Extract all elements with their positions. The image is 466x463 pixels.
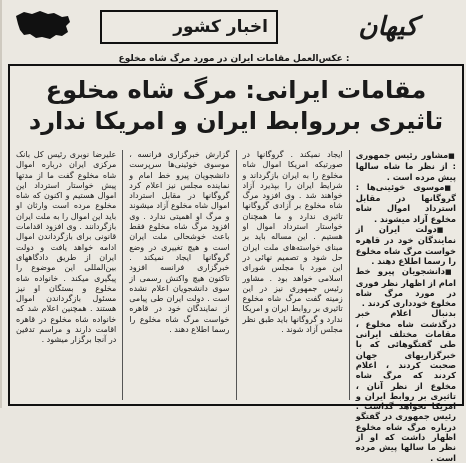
iran-map-icon xyxy=(10,8,74,42)
section-label: اخبار کشور xyxy=(173,17,268,37)
lead-bullet-3: ■ دولت ایران از نمایندگان خود در قاهره خواست مرگ شاه مخلوع را رسما اطلاع دهند . xyxy=(356,224,456,266)
section-label-box xyxy=(100,10,278,44)
column-middle xyxy=(243,150,343,400)
column-left-inner-body: گزارش خبرگزاری فرانسه ، موسوی خوئینی‌ها سرپرست دانشجویان پیرو خط امام و نماینده مجلس نیز اعلام کرد گروگانها در مقابل استرداد اموال شاه مخلوع آزاد میشوند و مرگ او اهمیتی ندارد . وی افزود مرگ شاه مخلوع فقط باعث خوشحالی ملت ایران است و هیچ تغییری در وضع گروگانها ایجاد نمیکند . خبرگزاری فرانسه افزود تاکنون هیچ واکنش رسمی از سوی دانشجویان اعلام نشده است . دولت ایران طی پیامی از نمایندگان خود در قاهره خواست مرگ شاه مخلوع را رسما اطلاع دهند . xyxy=(129,150,230,335)
column-divider xyxy=(349,150,350,400)
photo-caption: عکس‌العمل مقامات ایران در مورد مرگ شاه مخلوع : xyxy=(118,54,350,64)
clipping-header xyxy=(8,6,464,48)
column-right xyxy=(355,150,456,463)
column-middle-body: ایجاد نمیکند . گروگانها در صورتیکه امریکا اموال شاه مخلوع را به ایران بازگرداند و شرایط ایران را بپذیرد آزاد خواهند شد . وی افزود مرگ شاه مخلوع بر آزادی گروگانها تاثیری ندارد و ما همچنان خواستار استرداد اموال او هستیم . این مساله باید بر مبنای خواسته‌های ملت ایران حل شود و تصمیم نهائی در این مورد با مجلس شورای اسلامی خواهد بود . مشاور رئیس جمهوری نیز در این زمینه گفت مرگ شاه مخلوع تاثیری بر روابط ایران و امریکا ندارد و گروگانها باید طبق نظر مجلس آزاد شوند . xyxy=(242,150,343,335)
lead-bullet-1: ■ مشاور رئیس جمهوری : از نظر ما شاه سالها پیش مرده است . xyxy=(356,150,456,182)
column-left xyxy=(16,150,116,400)
column-left-body: علیرضا نوبری رئیس کل بانک مرکزی ایران درباره اموال شاه مخلوع گفت ما از مدتها پیش خواستار استرداد این اموال هستیم و اکنون که شاه مخلوع مرده است وارثان او باید این اموال را به ملت ایران بازگردانند . وی افزود اقدامات قانونی برای بازگرداندن اموال ادامه خواهد یافت و دولت ایران از طریق دادگاههای بین‌المللی این موضوع را پیگیری میکند . خانواده شاه مخلوع و بستگان او نیز مسئول بازگرداندن اموال هستند . همچنین اعلام شد که خانواده شاه مخلوع در قاهره اقامت دارند و مراسم تدفین در آنجا برگزار میشود . xyxy=(16,150,117,345)
headline xyxy=(20,74,452,136)
masthead xyxy=(318,8,458,46)
column-left-inner xyxy=(129,150,229,400)
article-frame xyxy=(8,64,464,463)
lead-bullet-4: ■ دانشجویان پیرو خط امام از اظهار نظر فوری در مورد مرگ شاه مخلوع خودداری کردند . xyxy=(356,266,456,308)
lead-bullet-2: ■ موسوی خوئینی‌ها : گروگانها در مقابل استرداد اموال شاه مخلوع آزاد میشوند . xyxy=(356,182,456,224)
headline-line-2: تاثیری برروابط ایران و امریکا ندارد xyxy=(28,107,444,135)
masthead-logo: کیهان xyxy=(358,12,418,42)
headline-line-1: مقامات ایرانی: مرگ شاه مخلوع xyxy=(45,76,427,104)
column-divider xyxy=(122,150,123,400)
column-divider xyxy=(236,150,237,400)
column-right-body: بدنبال اعلام خبر درگذشت شاه مخلوع ، مقامات مختلف ایرانی طی گفتگوهائی که با خبرگزاریهای جهان صحبت کردند ، اعلام کردند که مرگ شاه مخلوع از نظر آنان ، تاثیری بر روابط ایران و امریکا نخواهد گذاشت . رئیس جمهوری در گفتگو درباره مرگ شاه مخلوع اظهار داشت که او از نظر ما سالها پیش مرده است . xyxy=(355,308,456,463)
article-columns xyxy=(16,150,456,463)
